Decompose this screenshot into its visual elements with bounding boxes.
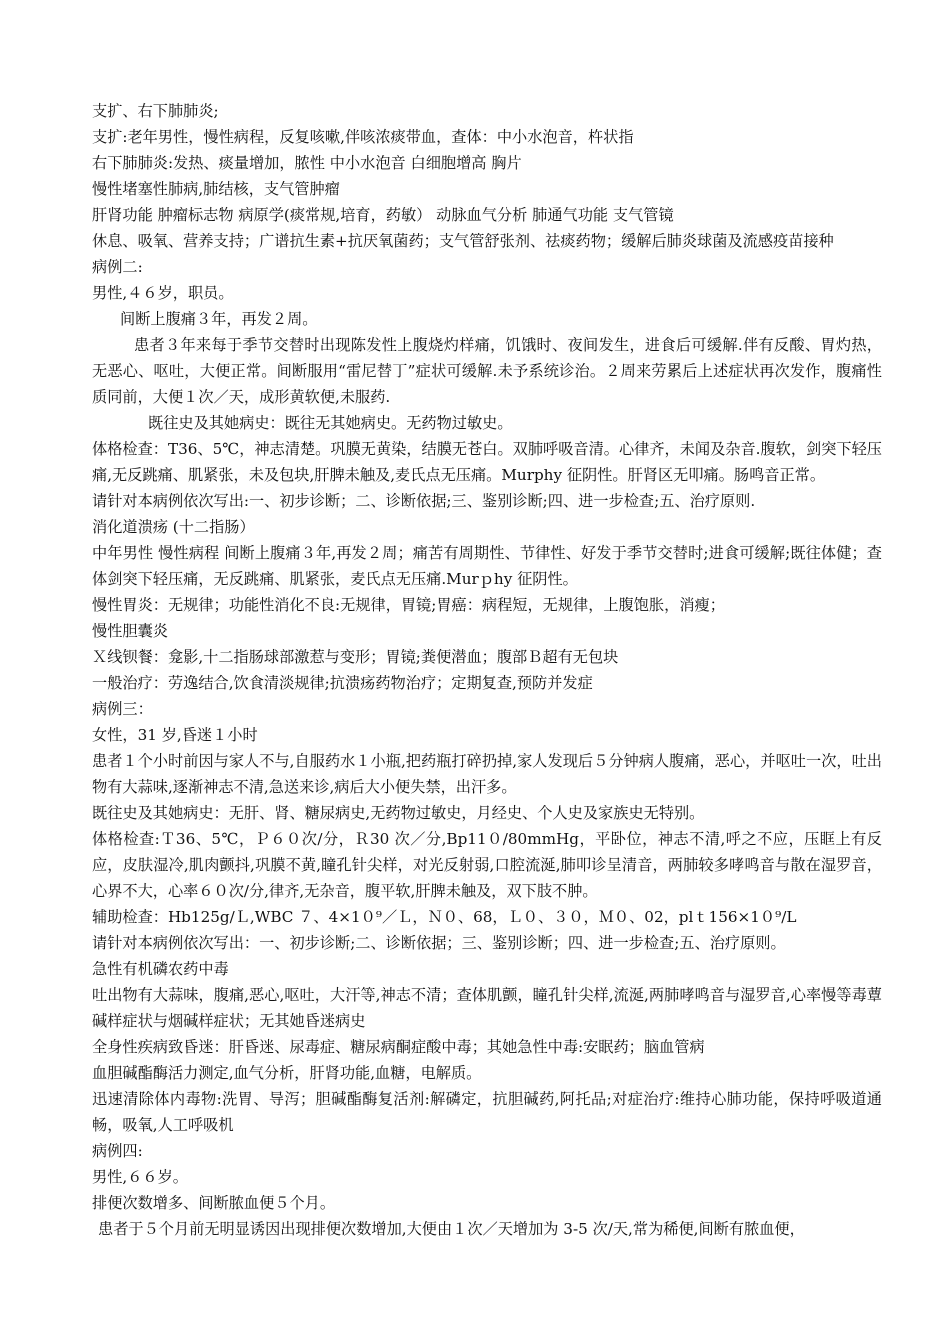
- paragraph: 肝肾功能 肿瘤标志物 病原学(痰常规,培育，药敏） 动脉血气分析 肺通气功能 支气管镜: [92, 206, 674, 224]
- paragraph: 中年男性 慢性病程 间断上腹痛３年,再发２周；痛苦有周期性、节律性、好发于季节交替时;进食可缓解;既往体健；查体剑突下轻压痛，无反跳痛、肌紧张，麦氏点无压痛.Murｐhy 征阴性。: [92, 544, 882, 588]
- paragraph: 慢性堵塞性肺病,肺结核，支气管肿瘤: [92, 180, 340, 198]
- paragraph: 请针对本病例依次写出：一、初步诊断;二、诊断依据；三、鉴别诊断；四、进一步检查;五、治疗原则。: [92, 934, 786, 952]
- paragraph: 体格检查:Ｔ36、5℃，Ｐ６０次/分，Ｒ30 次／分,Bp11０/80mmHg，平卧位，神志不清,呼之不应，压眶上有反应，皮肤湿冷,肌肉颤抖,巩膜不黄,瞳孔针尖样，对光反射弱,口腔流涎,肺叩诊呈清音，两肺较多哮鸣音与散在湿罗音，心界不大，心率６０次/分,律齐,无杂音，腹平软,肝脾未触及，双下肢不肿。: [92, 830, 882, 900]
- paragraph: 慢性胃炎：无规律；功能性消化不良:无规律，胃镜;胃癌：病程短，无规律，上腹饱胀，消瘦；: [92, 596, 725, 614]
- paragraph: 女性，31 岁,昏迷１小时: [92, 726, 258, 744]
- paragraph: 辅助检查：Hb125g/Ｌ,WBC ７、4×1０⁹／Ｌ，Ｎ０、68，Ｌ０、３０，Ｍ０、02，plｔ156×1０⁹/L: [92, 908, 797, 926]
- paragraph: 血胆碱酯酶活力测定,血气分析，肝肾功能,血糖，电解质。: [92, 1064, 482, 1082]
- paragraph: 患者１个小时前因与家人不与,自服药水１小瓶,把药瓶打碎扔掉,家人发现后５分钟病人腹痛，恶心，并呕吐一次，吐出物有大蒜味,逐渐神志不清,急送来诊,病后大小便失禁，出汗多。: [92, 752, 882, 796]
- paragraph: 患者于５个月前无明显诱因出现排便次数增加,大便由１次／天增加为 3-5 次/天,常为稀便,间断有脓血便，: [98, 1220, 805, 1238]
- paragraph: 消化道溃疡 (十二指肠）: [92, 518, 255, 536]
- paragraph: 男性,４６岁，职员。: [92, 284, 234, 302]
- paragraph: 支扩:老年男性，慢性病程，反复咳嗽,伴咳浓痰带血，查体：中小水泡音，杵状指: [92, 128, 634, 146]
- paragraph: 体格检查：T36、5℃，神志清楚。巩膜无黄染，结膜无苍白。双肺呼吸音清。心律齐，未闻及杂音.腹软，剑突下轻压痛,无反跳痛、肌紧张，未及包块,肝脾未触及,麦氏点无压痛。Murphy 征阴性。肝肾区无叩痛。肠鸣音正常。: [92, 440, 882, 484]
- paragraph: 患者３年来每于季节交替时出现陈发性上腹烧灼样痛，饥饿时、夜间发生，进食后可缓解.伴有反酸、胃灼热，无恶心、呕吐，大便正常。间断服用“雷尼替丁”症状可缓解.未予系统诊治。２周来劳累后上述症状再次发作，腹痛性质同前，大便１次／天，成形黄软便,未服药.: [92, 336, 882, 406]
- paragraph: 病例二:: [92, 258, 143, 276]
- paragraph: 慢性胆囊炎: [92, 622, 168, 640]
- paragraph: 吐出物有大蒜味，腹痛,恶心,呕吐，大汗等,神志不清；查体肌颤，瞳孔针尖样,流涎,两肺哮鸣音与湿罗音,心率慢等毒蕈碱样症状与烟碱样症状；无其她昏迷病史: [92, 986, 882, 1030]
- paragraph: 右下肺肺炎:发热、痰量增加，脓性 中小水泡音 白细胞增高 胸片: [92, 154, 522, 172]
- paragraph: 病例三：: [92, 700, 153, 718]
- paragraph: 请针对本病例依次写出:一、初步诊断；二、诊断依据;三、鉴别诊断;四、进一步检查;五、治疗原则.: [92, 492, 756, 510]
- paragraph: 支扩、右下肺肺炎;: [92, 102, 219, 120]
- paragraph: 既往史及其她病史：既往无其她病史。无药物过敏史。: [148, 414, 513, 432]
- paragraph: 男性,６６岁。: [92, 1168, 188, 1186]
- paragraph: 既往史及其她病史：无肝、肾、糖尿病史,无药物过敏史，月经史、个人史及家族史无特别。: [92, 804, 705, 822]
- paragraph: 迅速清除体内毒物:洗胃、导泻；胆碱酯酶复活剂:解磷定，抗胆碱药,阿托品;对症治疗:维持心肺功能，保持呼吸道通畅，吸氧,人工呼吸机: [92, 1090, 882, 1134]
- paragraph: 排便次数增多、间断脓血便５个月。: [92, 1194, 335, 1212]
- document-body: [92, 98, 882, 1242]
- paragraph: 休息、吸氧、营养支持；广谱抗生素+抗厌氧菌药；支气管舒张剂、祛痰药物；缓解后肺炎球菌及流感疫苗接种: [92, 232, 834, 250]
- paragraph: Ｘ线钡餐：龛影,十二指肠球部激惹与变形；胃镜;粪便潜血；腹部Ｂ超有无包块: [92, 648, 619, 666]
- paragraph: 急性有机磷农药中毒: [92, 960, 229, 978]
- paragraph: 一般治疗：劳逸结合,饮食清淡规律;抗溃疡药物治疗；定期复查,预防并发症: [92, 674, 593, 692]
- paragraph: 间断上腹痛３年，再发２周。: [120, 310, 318, 328]
- paragraph: 全身性疾病致昏迷：肝昏迷、尿毒症、糖尿病酮症酸中毒；其她急性中毒:安眠药；脑血管病: [92, 1038, 705, 1056]
- paragraph: 病例四:: [92, 1142, 143, 1160]
